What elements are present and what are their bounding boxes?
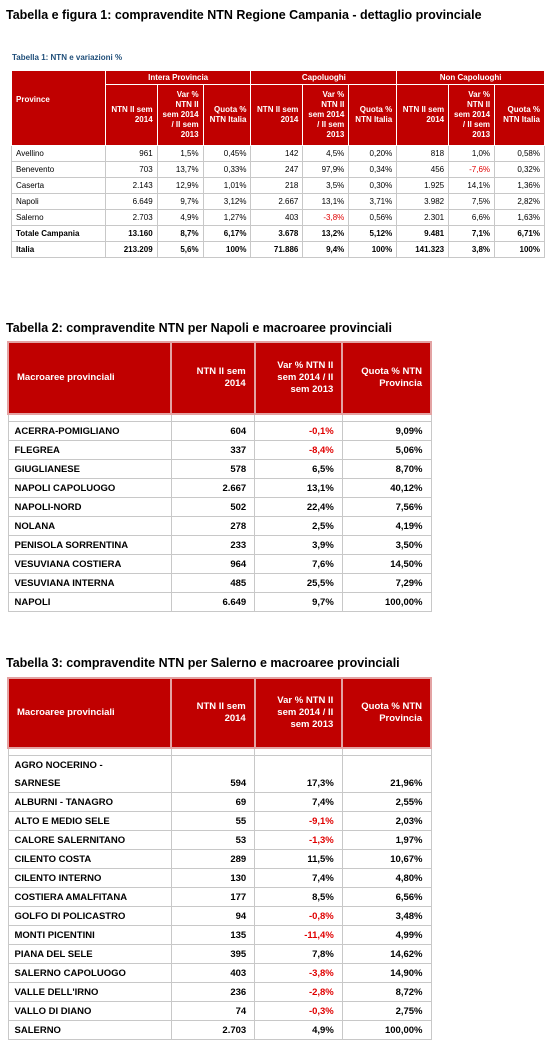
table-cell: 594 (171, 774, 255, 793)
table-cell: 0,34% (349, 162, 397, 178)
macroarea-name: CILENTO INTERNO (8, 869, 171, 888)
table-cell: 0,58% (495, 146, 545, 162)
table-cell: 0,33% (203, 162, 251, 178)
table-row (8, 907, 431, 926)
macroarea-name: SARNESE (8, 774, 171, 793)
table-cell: 961 (105, 146, 157, 162)
table-row (8, 774, 431, 793)
table-row (8, 536, 431, 555)
table-cell: 11,5% (255, 850, 343, 869)
table-cell: 213.209 (105, 242, 157, 258)
table-row (8, 555, 431, 574)
table-cell: 13,1% (303, 194, 349, 210)
table-row (8, 460, 431, 479)
column-header-var: Var % NTN II sem 2014 / II sem 2013 (303, 85, 349, 146)
table-cell: 2,55% (342, 793, 431, 812)
spacer-cell (342, 748, 431, 756)
column-header-quota: Quota % NTN Provincia (342, 678, 431, 748)
macroarea-name: PIANA DEL SELE (8, 945, 171, 964)
table2-title: Tabella 2: compravendite NTN per Napoli e macroaree provinciali (6, 321, 393, 335)
table-cell: 7,5% (449, 194, 495, 210)
table-cell: 3,9% (255, 536, 343, 555)
table-cell: 218 (251, 178, 303, 194)
table-cell: 5,06% (342, 441, 431, 460)
table-cell: 818 (397, 146, 449, 162)
table-cell: 9,7% (157, 194, 203, 210)
table-cell: -8,4% (255, 441, 343, 460)
spacer-cell (8, 748, 171, 756)
column-header-ntn: NTN II sem 2014 (171, 678, 255, 748)
table-cell: 6,17% (203, 226, 251, 242)
table-cell: 2.667 (171, 479, 255, 498)
macroarea-name: FLEGREA (8, 441, 171, 460)
table-row (8, 888, 431, 907)
table-cell: 7,56% (342, 498, 431, 517)
table-cell: 7,6% (255, 555, 343, 574)
table-cell: 13,1% (255, 479, 343, 498)
table-row (8, 479, 431, 498)
table-cell: 97,9% (303, 162, 349, 178)
table-row (12, 146, 545, 162)
table-row (8, 793, 431, 812)
table-cell: 2.703 (105, 210, 157, 226)
table2-napoli-macroaree (7, 341, 432, 612)
table1-ntn-campania (11, 70, 545, 258)
table-cell: 604 (171, 422, 255, 441)
table-row (12, 210, 545, 226)
table-cell: -0,8% (255, 907, 343, 926)
province-name: Salerno (12, 210, 106, 226)
table-cell: 502 (171, 498, 255, 517)
table-cell: 100% (495, 242, 545, 258)
table-cell: 3.678 (251, 226, 303, 242)
table-cell: 8,72% (342, 983, 431, 1002)
table-cell: 2.667 (251, 194, 303, 210)
table-cell: 9,7% (255, 593, 343, 612)
table-cell: 2.703 (171, 1021, 255, 1040)
table-row (8, 498, 431, 517)
column-header-province: Province (12, 71, 106, 146)
table-row (8, 869, 431, 888)
spacer-cell (171, 748, 255, 756)
table-row (12, 178, 545, 194)
table-cell: 4,9% (255, 1021, 343, 1040)
table-cell: 247 (251, 162, 303, 178)
column-header-quota: Quota % NTN Italia (203, 85, 251, 146)
table-cell: -7,6% (449, 162, 495, 178)
table-cell: 703 (105, 162, 157, 178)
column-header-quota: Quota % NTN Italia (495, 85, 545, 146)
table-cell: 1.925 (397, 178, 449, 194)
table-cell: 2.143 (105, 178, 157, 194)
spacer-cell (342, 414, 431, 422)
spacer-cell (255, 748, 343, 756)
column-header-quota: Quota % NTN Provincia (342, 342, 431, 414)
table-cell: 14,90% (342, 964, 431, 983)
macroarea-name: NOLANA (8, 517, 171, 536)
table-cell: 236 (171, 983, 255, 1002)
table-cell: -3,8% (303, 210, 349, 226)
table-cell: 69 (171, 793, 255, 812)
table-cell: 578 (171, 460, 255, 479)
table-row (12, 226, 545, 242)
macroarea-name: VALLO DI DIANO (8, 1002, 171, 1021)
group-header-non-capoluoghi: Non Capoluoghi (397, 71, 545, 85)
table-cell: 13.160 (105, 226, 157, 242)
table3-title: Tabella 3: compravendite NTN per Salerno e macroaree provinciali (6, 656, 400, 670)
table-cell: 278 (171, 517, 255, 536)
table-cell: -9,1% (255, 812, 343, 831)
table-cell: 403 (171, 964, 255, 983)
table-cell: 6,56% (342, 888, 431, 907)
column-header-macroaree: Macroaree provinciali (8, 342, 171, 414)
table-row (12, 162, 545, 178)
column-header-ntn: NTN II sem 2014 (251, 85, 303, 146)
table-row (8, 964, 431, 983)
spacer-row (8, 414, 431, 422)
table-cell: 22,4% (255, 498, 343, 517)
macroarea-name: PENISOLA SORRENTINA (8, 536, 171, 555)
table-cell: 1,63% (495, 210, 545, 226)
table-cell: 3,50% (342, 536, 431, 555)
table-cell: 9,4% (303, 242, 349, 258)
table-cell: 142 (251, 146, 303, 162)
table-row (12, 194, 545, 210)
column-header-var: Var % NTN II sem 2014 / II sem 2013 (157, 85, 203, 146)
table-row (8, 831, 431, 850)
table-cell: 3,12% (203, 194, 251, 210)
table-cell: 14,62% (342, 945, 431, 964)
table-cell: 2,75% (342, 1002, 431, 1021)
table-cell: 14,1% (449, 178, 495, 194)
column-header-ntn: NTN II sem 2014 (171, 342, 255, 414)
macroarea-name: MONTI PICENTINI (8, 926, 171, 945)
table-cell: 25,5% (255, 574, 343, 593)
macroarea-name: ALBURNI - TANAGRO (8, 793, 171, 812)
table-cell: 3,48% (342, 907, 431, 926)
table-row (8, 850, 431, 869)
table-cell: -11,4% (255, 926, 343, 945)
macroarea-name: VESUVIANA COSTIERA (8, 555, 171, 574)
province-name: Napoli (12, 194, 106, 210)
table-cell: -1,3% (255, 831, 343, 850)
table-cell: -2,8% (255, 983, 343, 1002)
macroarea-name: VALLE DELL'IRNO (8, 983, 171, 1002)
table-cell: 13,2% (303, 226, 349, 242)
table-cell: 9.481 (397, 226, 449, 242)
spacer-cell (8, 414, 171, 422)
macroarea-name: NAPOLI CAPOLUOGO (8, 479, 171, 498)
province-name: Italia (12, 242, 106, 258)
table-row (8, 945, 431, 964)
table-row (8, 812, 431, 831)
column-header-ntn: NTN II sem 2014 (397, 85, 449, 146)
table-cell: 456 (397, 162, 449, 178)
table-cell: 1,27% (203, 210, 251, 226)
column-header-ntn: NTN II sem 2014 (105, 85, 157, 146)
table-cell: 135 (171, 926, 255, 945)
macroarea-name: NAPOLI-NORD (8, 498, 171, 517)
table-cell: 74 (171, 1002, 255, 1021)
province-name: Totale Campania (12, 226, 106, 242)
spacer-row (8, 748, 431, 756)
table-cell: 12,9% (157, 178, 203, 194)
table-cell: 2,82% (495, 194, 545, 210)
table-cell: 964 (171, 555, 255, 574)
table-cell: 100% (203, 242, 251, 258)
table-cell: 14,50% (342, 555, 431, 574)
empty-cell (342, 756, 431, 775)
spacer-cell (171, 414, 255, 422)
table-row (8, 574, 431, 593)
table-row (8, 926, 431, 945)
table-cell: 7,4% (255, 869, 343, 888)
table-cell: 0,45% (203, 146, 251, 162)
group-header-intera-provincia: Intera Provincia (105, 71, 251, 85)
table-cell: 5,12% (349, 226, 397, 242)
table-cell: 8,70% (342, 460, 431, 479)
macroarea-name: CALORE SALERNITANO (8, 831, 171, 850)
table-cell: 94 (171, 907, 255, 926)
figure-title: Tabella e figura 1: compravendite NTN Regione Campania - dettaglio provinciale (6, 8, 482, 22)
table-cell: 4,5% (303, 146, 349, 162)
table-cell: 6,6% (449, 210, 495, 226)
table-row-continued (8, 756, 431, 775)
table-cell: 1,0% (449, 146, 495, 162)
table-cell: 21,96% (342, 774, 431, 793)
macroarea-name: AGRO NOCERINO - (8, 756, 171, 775)
table-cell: 53 (171, 831, 255, 850)
macroarea-name: GOLFO DI POLICASTRO (8, 907, 171, 926)
province-name: Caserta (12, 178, 106, 194)
table-cell: 6,71% (495, 226, 545, 242)
table-cell: 4,80% (342, 869, 431, 888)
table-cell: 337 (171, 441, 255, 460)
macroarea-name: NAPOLI (8, 593, 171, 612)
table-cell: 55 (171, 812, 255, 831)
table-cell: 4,9% (157, 210, 203, 226)
table-cell: 2.301 (397, 210, 449, 226)
column-header-quota: Quota % NTN Italia (349, 85, 397, 146)
column-header-var: Var % NTN II sem 2014 / II sem 2013 (449, 85, 495, 146)
table-cell: 1,36% (495, 178, 545, 194)
table-row (8, 1002, 431, 1021)
table-row (8, 593, 431, 612)
table-cell: 17,3% (255, 774, 343, 793)
table-cell: 10,67% (342, 850, 431, 869)
column-header-var: Var % NTN II sem 2014 / II sem 2013 (255, 678, 343, 748)
table-cell: 0,20% (349, 146, 397, 162)
table-cell: 6.649 (105, 194, 157, 210)
table-cell: 100% (349, 242, 397, 258)
table-cell: 403 (251, 210, 303, 226)
table-cell: 6,5% (255, 460, 343, 479)
table-cell: 141.323 (397, 242, 449, 258)
table-cell: 8,7% (157, 226, 203, 242)
table-row (12, 242, 545, 258)
table-cell: 289 (171, 850, 255, 869)
table-cell: 100,00% (342, 593, 431, 612)
table-cell: 2,5% (255, 517, 343, 536)
table-cell: 1,5% (157, 146, 203, 162)
macroarea-name: SALERNO CAPOLUOGO (8, 964, 171, 983)
table-cell: 40,12% (342, 479, 431, 498)
table-cell: 100,00% (342, 1021, 431, 1040)
table-cell: 395 (171, 945, 255, 964)
spacer-cell (255, 414, 343, 422)
empty-cell (255, 756, 343, 775)
macroarea-name: GIUGLIANESE (8, 460, 171, 479)
macroarea-name: COSTIERA AMALFITANA (8, 888, 171, 907)
table-cell: 7,8% (255, 945, 343, 964)
macroarea-name: SALERNO (8, 1021, 171, 1040)
province-name: Avellino (12, 146, 106, 162)
table-row (8, 422, 431, 441)
table-cell: 9,09% (342, 422, 431, 441)
table-row (8, 1021, 431, 1040)
group-header-capoluoghi: Capoluoghi (251, 71, 397, 85)
table-cell: 3,8% (449, 242, 495, 258)
table-cell: 1,97% (342, 831, 431, 850)
table-cell: 0,56% (349, 210, 397, 226)
macroarea-name: ALTO E MEDIO SELE (8, 812, 171, 831)
table-cell: 5,6% (157, 242, 203, 258)
table-cell: 2,03% (342, 812, 431, 831)
table-cell: 177 (171, 888, 255, 907)
table-cell: 8,5% (255, 888, 343, 907)
table-cell: 7,4% (255, 793, 343, 812)
table1-caption: Tabella 1: NTN e variazioni % (12, 53, 123, 62)
table-row (8, 983, 431, 1002)
table-cell: 7,29% (342, 574, 431, 593)
macroarea-name: CILENTO COSTA (8, 850, 171, 869)
table-cell: 3,71% (349, 194, 397, 210)
table-cell: 0,32% (495, 162, 545, 178)
province-name: Benevento (12, 162, 106, 178)
table-cell: 3.982 (397, 194, 449, 210)
table-cell: -3,8% (255, 964, 343, 983)
table-cell: 6.649 (171, 593, 255, 612)
table-cell: 71.886 (251, 242, 303, 258)
table-cell: 1,01% (203, 178, 251, 194)
column-header-var: Var % NTN II sem 2014 / II sem 2013 (255, 342, 343, 414)
table-cell: -0,1% (255, 422, 343, 441)
table-cell: 7,1% (449, 226, 495, 242)
table-row (8, 441, 431, 460)
table-cell: 485 (171, 574, 255, 593)
table-cell: 130 (171, 869, 255, 888)
table-cell: 0,30% (349, 178, 397, 194)
empty-cell (171, 756, 255, 775)
macroarea-name: ACERRA-POMIGLIANO (8, 422, 171, 441)
table-cell: 3,5% (303, 178, 349, 194)
column-header-macroaree: Macroaree provinciali (8, 678, 171, 748)
table-cell: 4,19% (342, 517, 431, 536)
table-cell: 13,7% (157, 162, 203, 178)
table-cell: 4,99% (342, 926, 431, 945)
table3-salerno-macroaree (7, 677, 432, 1040)
table-row (8, 517, 431, 536)
table-cell: 233 (171, 536, 255, 555)
table-cell: -0,3% (255, 1002, 343, 1021)
macroarea-name: VESUVIANA INTERNA (8, 574, 171, 593)
